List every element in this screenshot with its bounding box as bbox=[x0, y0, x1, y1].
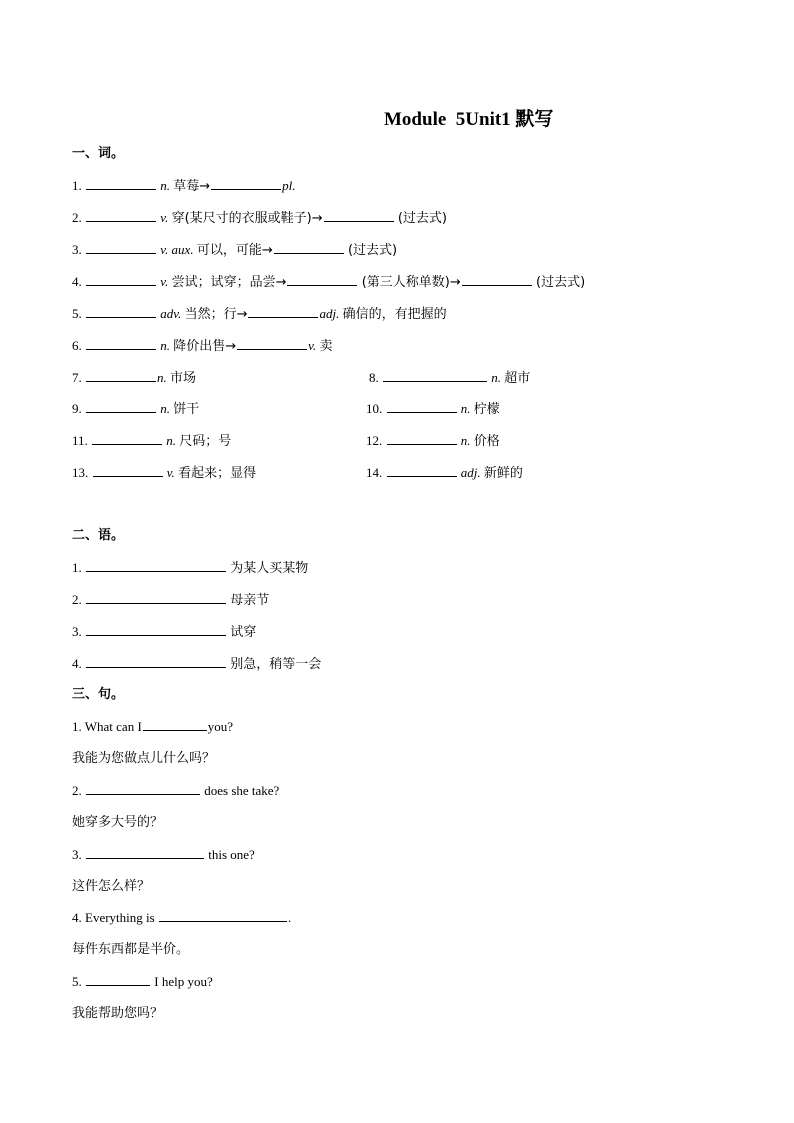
meaning-2: 确信的，有把握的 bbox=[342, 307, 447, 322]
item-number: 6. bbox=[72, 338, 82, 353]
sentence-translation-2: 她穿多大号的？ bbox=[72, 815, 164, 830]
item-number: 1. bbox=[72, 178, 82, 193]
meaning: 新鲜的 bbox=[483, 466, 523, 481]
meaning: 草莓→ bbox=[173, 179, 211, 194]
item-number: 5. bbox=[72, 306, 82, 321]
item-number: 7. bbox=[72, 370, 82, 385]
word-item-6 bbox=[72, 337, 332, 356]
item-number: 8. bbox=[369, 370, 379, 385]
meaning: 穿(某尺寸的衣服或鞋子)→ bbox=[171, 211, 323, 226]
answer-blank[interactable] bbox=[86, 177, 156, 190]
part-of-speech: v. bbox=[160, 274, 169, 289]
answer-blank[interactable] bbox=[86, 209, 156, 222]
sentence-prefix: 5. bbox=[72, 974, 82, 989]
meaning-2: 卖 bbox=[319, 339, 333, 354]
sentence-translation-5: 我能帮助您吗？ bbox=[72, 1006, 164, 1021]
word-item-4 bbox=[72, 273, 585, 292]
section-heading-phrases: 二、语。 bbox=[72, 528, 125, 543]
sentence-translation-1: 我能为您做点儿什么吗？ bbox=[72, 751, 216, 766]
answer-blank[interactable] bbox=[324, 209, 394, 222]
sentence-prefix: 3. bbox=[72, 847, 82, 862]
part-of-speech: n. bbox=[160, 178, 170, 193]
answer-blank[interactable] bbox=[211, 177, 281, 190]
part-of-speech-2: adj. bbox=[319, 306, 340, 321]
word-item-3 bbox=[72, 241, 397, 260]
answer-blank[interactable] bbox=[86, 337, 156, 350]
meaning: 试穿 bbox=[230, 625, 257, 640]
item-number: 14. bbox=[366, 465, 383, 480]
answer-blank[interactable] bbox=[86, 623, 226, 636]
meaning: 当然；行→ bbox=[184, 307, 248, 322]
meaning: 尺码；号 bbox=[179, 434, 232, 449]
word-item-5 bbox=[72, 305, 447, 324]
sentence-item-1 bbox=[72, 718, 233, 736]
sentence-prefix: 4. Everything is bbox=[72, 910, 155, 925]
form-note: (过去式) bbox=[347, 243, 398, 258]
part-of-speech: n. bbox=[160, 401, 170, 416]
answer-blank[interactable] bbox=[383, 369, 487, 382]
answer-blank[interactable] bbox=[248, 305, 318, 318]
answer-blank[interactable] bbox=[387, 400, 457, 413]
meaning: 尝试；试穿；品尝→ bbox=[171, 275, 287, 290]
answer-blank[interactable] bbox=[86, 305, 156, 318]
part-of-speech: adj. bbox=[460, 465, 481, 480]
answer-blank[interactable] bbox=[93, 464, 163, 477]
part-of-speech: n. bbox=[160, 338, 170, 353]
sentence-item-3 bbox=[72, 846, 255, 864]
answer-blank[interactable] bbox=[387, 432, 457, 445]
sentence-item-2 bbox=[72, 782, 279, 800]
meaning: 为某人买某物 bbox=[230, 561, 309, 576]
answer-blank[interactable] bbox=[86, 591, 226, 604]
answer-blank[interactable] bbox=[86, 655, 226, 668]
part-of-speech: n. bbox=[166, 433, 177, 448]
answer-blank[interactable] bbox=[86, 241, 156, 254]
phrase-item-1 bbox=[72, 559, 308, 578]
answer-blank[interactable] bbox=[387, 464, 457, 477]
item-number: 2. bbox=[72, 592, 82, 607]
part-of-speech: n. bbox=[460, 433, 471, 448]
part-of-speech-2: v. bbox=[308, 338, 317, 353]
answer-blank[interactable] bbox=[143, 718, 207, 731]
sentence-suffix: this one? bbox=[208, 847, 255, 862]
word-item-8 bbox=[369, 369, 530, 388]
meaning: 可以，可能→ bbox=[196, 243, 273, 258]
item-number: 4. bbox=[72, 656, 82, 671]
sentence-item-5 bbox=[72, 973, 213, 991]
phrase-item-3 bbox=[72, 623, 256, 642]
part-of-speech: v. bbox=[166, 465, 175, 480]
item-number: 4. bbox=[72, 274, 82, 289]
form-note-2: (过去式) bbox=[536, 275, 586, 290]
answer-blank[interactable] bbox=[462, 273, 532, 286]
sentence-translation-3: 这件怎么样？ bbox=[72, 879, 151, 894]
answer-blank[interactable] bbox=[86, 273, 156, 286]
sentence-suffix: you? bbox=[207, 719, 234, 734]
answer-blank[interactable] bbox=[237, 337, 307, 350]
answer-blank[interactable] bbox=[86, 973, 150, 986]
item-number: 3. bbox=[72, 242, 82, 257]
word-item-10 bbox=[366, 400, 500, 419]
answer-blank[interactable] bbox=[86, 782, 200, 795]
answer-blank[interactable] bbox=[159, 909, 287, 922]
word-item-14 bbox=[366, 464, 523, 483]
meaning: 价格 bbox=[473, 434, 500, 449]
sentence-translation-4: 每件东西都是半价。 bbox=[72, 942, 190, 957]
section-heading-sentences: 三、句。 bbox=[72, 687, 125, 702]
word-item-2 bbox=[72, 209, 447, 228]
page-title: Module 5Unit1 默写 bbox=[384, 109, 554, 130]
sentence-suffix: . bbox=[287, 910, 292, 925]
part-of-speech: n. bbox=[157, 370, 167, 385]
item-number: 12. bbox=[366, 433, 383, 448]
word-item-12 bbox=[366, 432, 500, 451]
answer-blank[interactable] bbox=[287, 273, 357, 286]
meaning: 市场 bbox=[170, 371, 197, 386]
form-note: (过去式) bbox=[397, 211, 448, 226]
answer-blank[interactable] bbox=[86, 559, 226, 572]
item-number: 1. bbox=[72, 560, 82, 575]
item-number: 2. bbox=[72, 210, 82, 225]
word-item-1 bbox=[72, 177, 296, 196]
form-note: (第三人称单数)→ bbox=[361, 275, 461, 290]
part-of-speech-2: pl. bbox=[282, 178, 296, 193]
meaning: 降价出售→ bbox=[173, 339, 237, 354]
sentence-suffix: does she take? bbox=[204, 783, 280, 798]
meaning: 母亲节 bbox=[230, 593, 270, 608]
part-of-speech: n. bbox=[460, 401, 471, 416]
answer-blank[interactable] bbox=[86, 846, 204, 859]
answer-blank[interactable] bbox=[92, 432, 162, 445]
part-of-speech: v. bbox=[160, 210, 169, 225]
meaning: 超市 bbox=[504, 371, 531, 386]
item-number: 9. bbox=[72, 401, 82, 416]
phrase-item-2 bbox=[72, 591, 269, 610]
item-number: 11. bbox=[72, 433, 88, 448]
item-number: 13. bbox=[72, 465, 89, 480]
meaning: 别急，稍等一会 bbox=[230, 657, 322, 672]
sentence-suffix: I help you? bbox=[154, 974, 213, 989]
item-number: 10. bbox=[366, 401, 383, 416]
part-of-speech: n. bbox=[491, 370, 501, 385]
word-item-7 bbox=[72, 369, 196, 388]
part-of-speech: v. aux. bbox=[160, 242, 194, 257]
answer-blank[interactable] bbox=[86, 400, 156, 413]
phrase-item-4 bbox=[72, 655, 321, 674]
meaning: 柠檬 bbox=[473, 402, 500, 417]
part-of-speech: adv. bbox=[160, 306, 182, 321]
sentence-prefix: 2. bbox=[72, 783, 82, 798]
meaning: 饼干 bbox=[173, 402, 200, 417]
word-item-9 bbox=[72, 400, 199, 419]
sentence-prefix: 1. What can I bbox=[72, 719, 142, 734]
word-item-11 bbox=[72, 432, 231, 451]
item-number: 3. bbox=[72, 624, 82, 639]
sentence-item-4 bbox=[72, 909, 291, 927]
word-item-13 bbox=[72, 464, 256, 483]
meaning: 看起来；显得 bbox=[178, 466, 257, 481]
section-heading-words: 一、词。 bbox=[72, 146, 125, 161]
answer-blank[interactable] bbox=[274, 241, 344, 254]
answer-blank[interactable] bbox=[86, 369, 156, 382]
